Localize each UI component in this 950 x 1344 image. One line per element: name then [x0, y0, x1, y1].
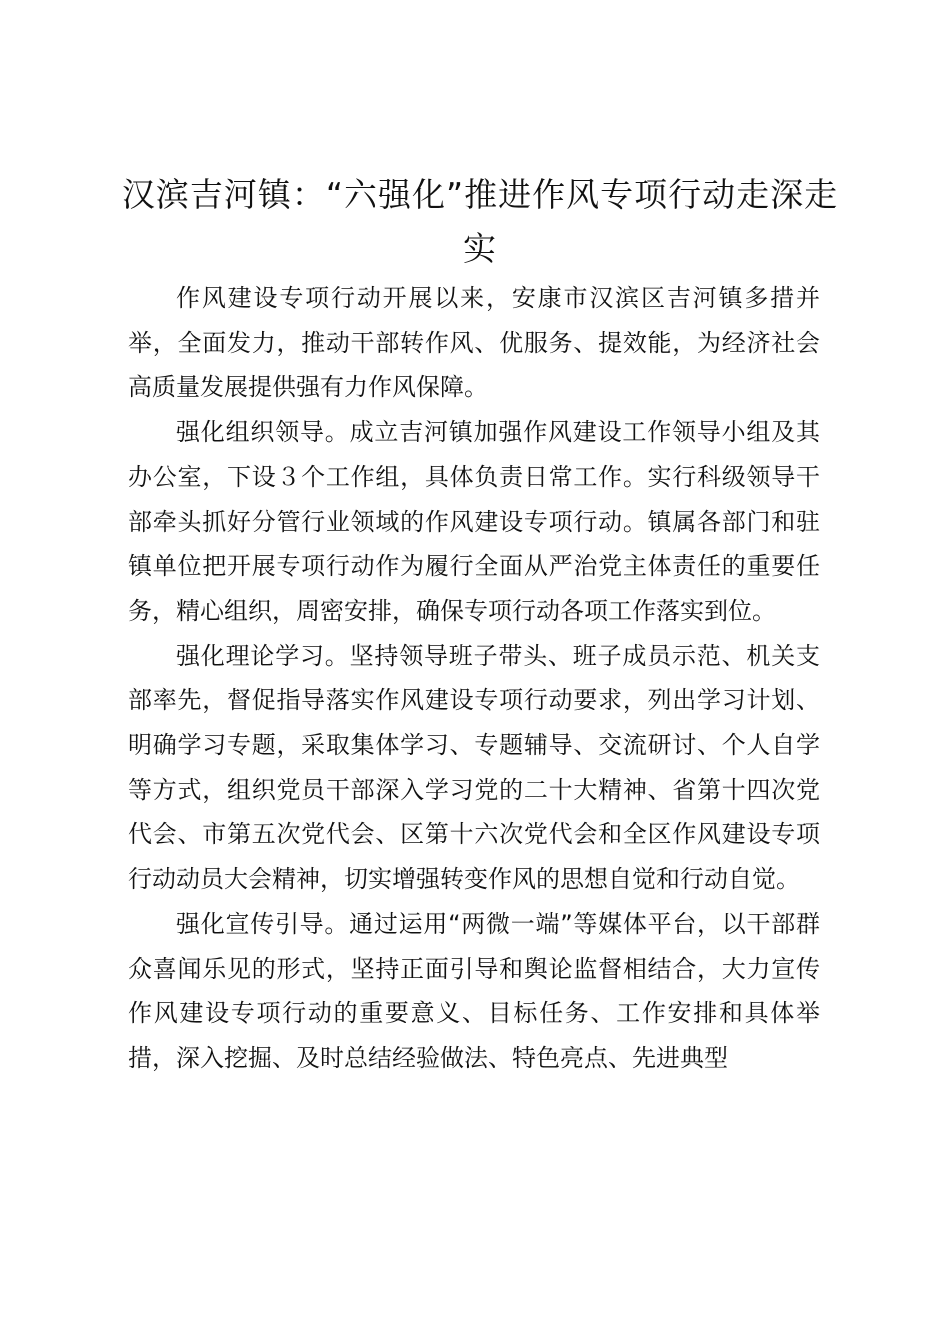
- paragraph-theory-study: 强化理论学习。坚持领导班子带头、班子成员示范、机关支部率先，督促指导落实作风建设专项行动要求，列出学习计划、明确学习专题，采取集体学习、专题辅导、交流研讨、个人自学等方式，组织党员干部深入学习党的二十大精神、省第十四次党代会、市第五次党代会、区第十六次党代会和全区作风建设专项行动动员大会精神，切实增强转变作风的思想自觉和行动自觉。: [128, 641, 820, 894]
- document-body: [128, 276, 820, 1081]
- paragraph-intro: 作风建设专项行动开展以来，安康市汉滨区吉河镇多措并举，全面发力，推动干部转作风、优服务、提效能，为经济社会高质量发展提供强有力作风保障。: [128, 284, 820, 402]
- document-title: 汉滨吉河镇：“六强化”推进作风专项行动走深走实: [121, 175, 839, 268]
- paragraph-publicity: 强化宣传引导。通过运用“两微一端”等媒体平台，以干部群众喜闻乐见的形式，坚持正面引导和舆论监督相结合，大力宣传作风建设专项行动的重要意义、目标任务、工作安排和具体举措，深入挖掘、及时总结经验做法、特色亮点、先进典型: [128, 909, 820, 1072]
- paragraph-organization: 强化组织领导。成立吉河镇加强作风建设工作领导小组及其办公室，下设３个工作组，具体负责日常工作。实行科级领导干部牵头抓好分管行业领域的作风建设专项行动。镇属各部门和驻镇单位把开展专项行动作为履行全面从严治党主体责任的重要任务，精心组织，周密安排，确保专项行动各项工作落实到位。: [128, 418, 820, 625]
